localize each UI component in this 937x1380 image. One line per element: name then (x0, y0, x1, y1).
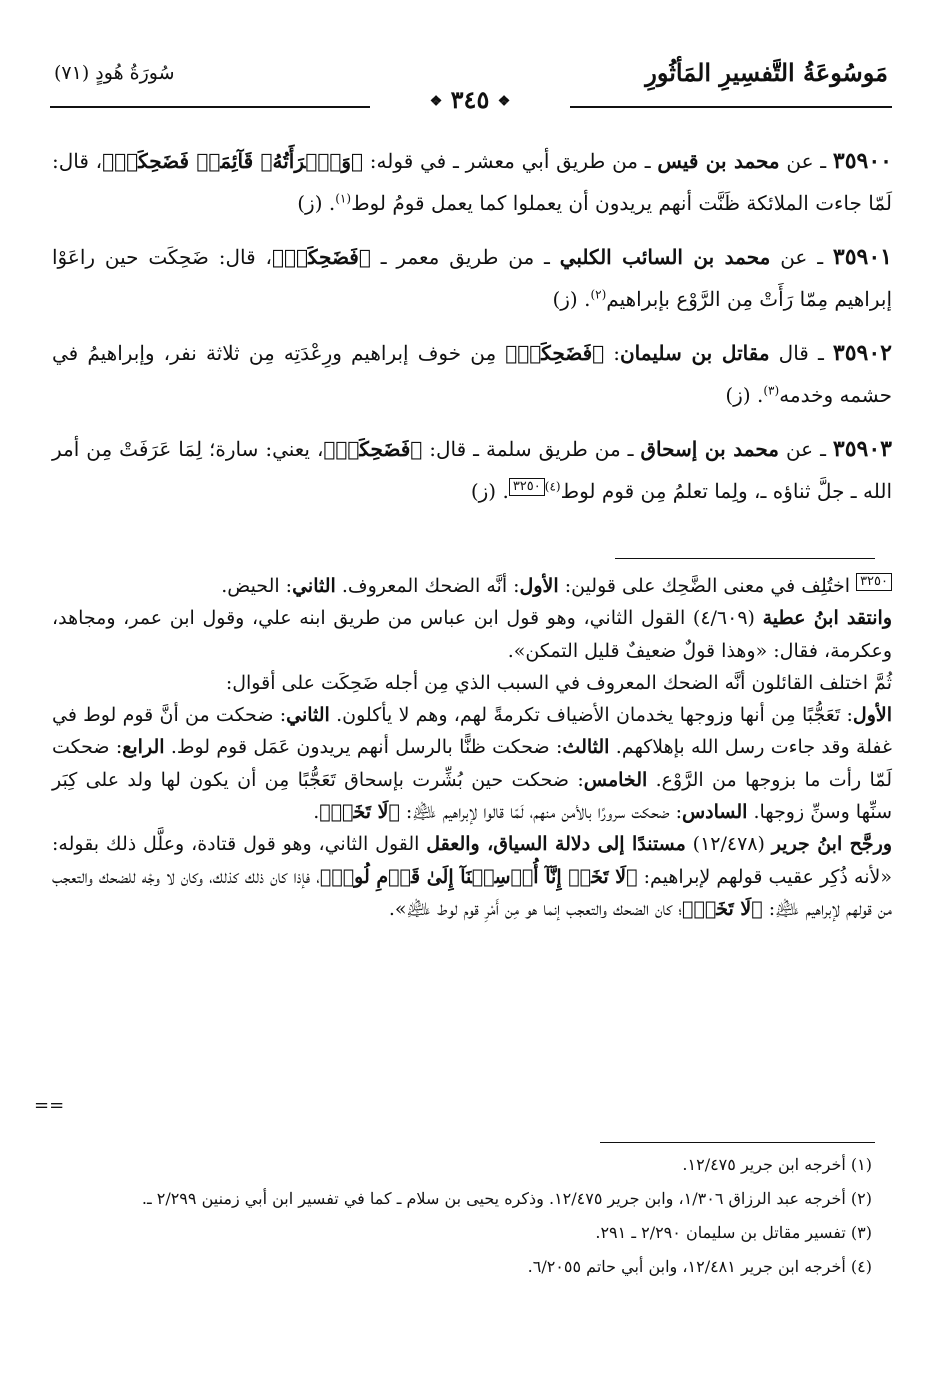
footnote-item: (٣) تفسير مقاتل بن سليمان ٢/٢٩٠ ـ ٢٩١. (595, 1223, 872, 1242)
entry-text: ، يعني: سارة؛ لِمَا عَرَفَتْ مِن أمر الله ـ جلَّ ثناؤه ـ، ولِما تعلمُ مِن قوم لوط (52, 437, 892, 503)
commentary-paragraph (52, 602, 892, 667)
entry (52, 332, 892, 416)
commentary-text: ؛ كان الضحك والتعجب إنما هو مِن أَمْرِ قوم لوط ﵇». (388, 897, 683, 920)
quran-verse: ﴿لَا تَخَفۡ﴾ (682, 897, 763, 920)
footnotes (60, 1150, 872, 1286)
narrator-name: مقاتل بن سليمان (619, 341, 770, 365)
bold-term: مستندًا إلى دلالة السياق، والعقل (426, 833, 686, 856)
ornament-right-icon: ❖ (497, 93, 511, 110)
entry (52, 236, 892, 320)
bold-term: الأول (519, 575, 559, 597)
entry-number: ٣٥٩٠٠ (832, 148, 892, 174)
commentary-text: (١٢/٤٧٨) (685, 833, 772, 856)
bold-term: الأول (852, 704, 892, 727)
book-title: مَوسُوعَةُ التَّفسِيرِ المَأثُورِ (645, 58, 888, 87)
quran-verse: ﴿لَا تَخَفۡ إِنَّآ أُرۡسِلۡنَآ إِلَىٰ قَوۡمِ لُوطٖ﴾ (319, 865, 638, 888)
entry-text: ـ عن (779, 149, 833, 173)
entry-number: ٣٥٩٠٣ (832, 436, 892, 462)
separator-rule (615, 558, 875, 559)
footnote-ref[interactable]: (٢) (590, 287, 607, 302)
quran-verse: ﴿وَٱمۡرَأَتُهُۥ قَآئِمَةٞ فَضَحِكَتۡ﴾ (102, 149, 364, 173)
entry-number: ٣٥٩٠١ (832, 244, 892, 270)
quran-verse: ﴿فَضَحِكَتۡ﴾ (505, 341, 605, 365)
bold-term: الثاني (292, 575, 336, 597)
entry-text: . (ز) (470, 479, 509, 503)
main-text (52, 140, 892, 524)
commentary-box (52, 570, 892, 925)
entry (52, 428, 892, 512)
footnote-separator (600, 1142, 875, 1143)
footnote-item: (١) أخرجه ابن جرير ١٢/٤٧٥. (682, 1155, 872, 1174)
commentary-paragraph: ثُمَّ اختلف القائلون أنَّه الضحك المعروف في السبب الذي مِن أجله ضَحِكَت على أقوال: (225, 671, 892, 694)
footnote-ref[interactable]: (٤) (544, 479, 561, 494)
entry-text: ـ عن (770, 245, 833, 269)
commentary-paragraph (52, 828, 892, 925)
quran-verse: ﴿فَضَحِكَتۡ﴾ (271, 245, 371, 269)
footnote-item: (٤) أخرجه ابن جرير ١٢/٤٨١، وابن أبي حاتم ٦/٢٠٥٥. (527, 1257, 872, 1276)
bold-term: الثالث (562, 736, 610, 759)
commentary-text: : تَعَجُّبًا مِن أنها وزوجها يخدمان الأضياف تكرمةً لهم، وهم لا يأكلون. (329, 704, 853, 727)
commentary-ref-tag[interactable]: ٣٢٥٠ (509, 478, 545, 496)
commentary-text: . (313, 801, 320, 824)
commentary-text: اختُلِف في معنى الضَّحِك على قولين: (558, 575, 857, 597)
entry-text: ـ من طريق أبي معشر ـ في قوله: (363, 149, 658, 173)
commentary-tag: ٣٢٥٠ (856, 573, 892, 591)
commentary-text: : ضحكت لَمّا رأت ما بزوجها من الرَّوْع. (52, 736, 893, 791)
entry-number: ٣٥٩٠٢ (832, 340, 892, 366)
commentary-text: ، فإذا كان ذلك كذلك، وكان لا وجْه للضحك والتعجب من قولهم لإبراهيم ﵇: (52, 865, 892, 920)
surah-title: سُورَةُ هُودٍ (٧١) (54, 62, 175, 84)
narrator-name: محمد بن السائب الكلبي (559, 245, 771, 269)
commentary-text: (٤/٦٠٩) القول الثاني، وهو قول ابن عباس من طريق ابنه علي، وقول ابن عمر، ومجاهد، وعكرمة، فقال: «وهذا قولٌ ضعيفٌ قليل التمكن». (52, 607, 892, 662)
entry-text: . (ز) (725, 383, 764, 407)
bold-term: الخامس (583, 768, 648, 791)
commentary-paragraph (52, 570, 892, 602)
entry-text: ، قال: لَمّا جاءت الملائكة ظَنَّت أنهم يريدون أن يعملوا كما يعمل قومُ لوط (52, 149, 892, 215)
commentary-text: القول الثاني، وهو قول قتادة، وعلَّل ذلك بقوله: «لأنه ذُكِر عقيب قولهم لإبراهيم: (52, 833, 892, 888)
entry-text: ، قال: ضَحِكَت حين راعَوْا إبراهيم مِمّا رَأَتْ مِن الرَّوْع بإبراهيم (52, 245, 892, 311)
commentary-text: : الحيض. (221, 575, 293, 597)
commentary-text: : ضحكت حين بُشِّرت بإسحاق تَعَجُّبًا مِن أن يكون لها ولد على كِبَر سنِّها وسنِّ زوجها. (52, 768, 892, 824)
footnote-ref[interactable]: (٣) (763, 383, 780, 398)
bold-term: الرابع (122, 736, 165, 759)
bold-term: ورجَّح ابنُ جرير (771, 833, 893, 856)
narrator-name: محمد بن قيس (657, 149, 780, 173)
quran-verse: ﴿لَا تَخَفۡ﴾ (319, 801, 400, 824)
entry-text: ـ من طريق معمر ـ (370, 245, 560, 269)
footnote-item: (٢) أخرجه عبد الرزاق ١/٣٠٦، وابن جرير ١٢/٤٧٥. وذكره يحيى بن سلام ـ كما في تفسير ابن أبي زمنين ٢/٢٩٩ ـ. (141, 1189, 872, 1208)
commentary-paragraph (52, 699, 892, 828)
page-number-box (370, 86, 570, 114)
margin-mark: == (34, 1095, 65, 1116)
bold-term: الثاني (286, 704, 330, 727)
bold-term: وانتقد ابنُ عطية (762, 607, 893, 630)
narrator-name: محمد بن إسحاق (640, 437, 779, 461)
entry-text: ـ من طريق سلمة ـ قال: (422, 437, 641, 461)
entry-text: ـ عن (778, 437, 833, 461)
footnote-ref[interactable]: (١) (335, 191, 352, 206)
page-number: ٣٤٥ (450, 85, 490, 114)
page-header (50, 56, 892, 114)
ornament-left-icon: ❖ (429, 93, 443, 110)
commentary-text: : ضحكت ظنًّا بالرسل أنهم يريدون عَمَل قوم لوط. (164, 736, 563, 759)
entry-text: . (ز) (297, 191, 336, 215)
quran-verse: ﴿فَضَحِكَتۡ﴾ (323, 437, 423, 461)
commentary-text: : أنَّه الضحك المعروف. (335, 575, 520, 597)
entry-text: ـ قال (769, 341, 833, 365)
entry-text: . (ز) (552, 287, 591, 311)
commentary-text: : ضحكت من أنَّ قوم لوط في غفلة وقد جاءت رسل الله بإهلاكهم. (52, 704, 892, 759)
commentary-text: : ضحكت سرورًا بالأمن منهم، لَمّا قالوا لإبراهيم ﵇: (399, 801, 682, 824)
entry-text: مِن خوف إبراهيم ورِعْدَتِه مِن ثلاثة نفر، وإبراهيمُ في حشمه وخدمه (52, 341, 892, 407)
entry (52, 140, 892, 224)
bold-term: السادس (681, 801, 748, 824)
entry-text: : (604, 341, 620, 365)
